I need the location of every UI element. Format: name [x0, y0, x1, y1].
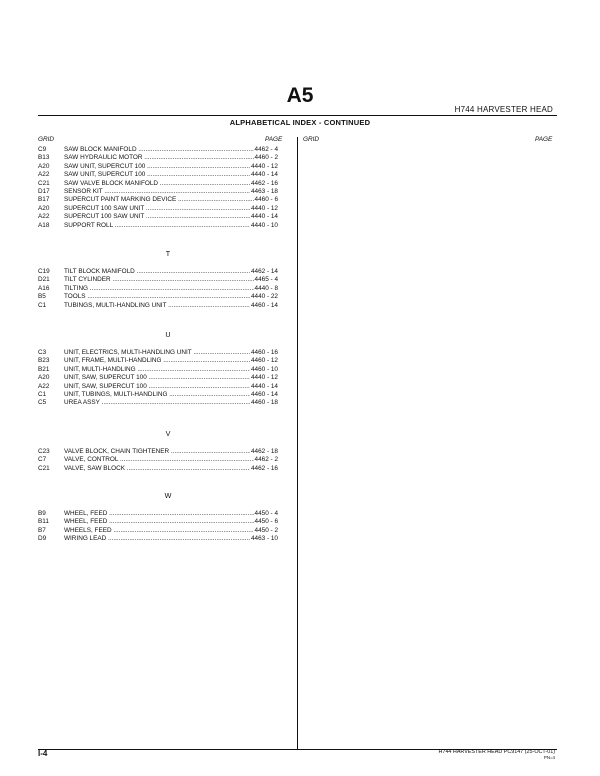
entry-grid: B5	[38, 293, 46, 301]
index-letter-heading: W	[164, 491, 172, 500]
entry-page: 4440 - 12	[250, 204, 278, 212]
entry-name: UNIT, SAW, SUPERCUT 100 .....	[64, 374, 274, 382]
entry-name: TILT BLOCK MANIFOLD .....	[64, 268, 274, 276]
index-entry	[38, 205, 278, 213]
entry-page: 4462 - 16	[250, 179, 278, 187]
entry-grid: C3	[38, 349, 47, 356]
entry-name: UNIT, MULTI-HANDLING .....	[64, 366, 274, 374]
entry-grid: C9	[38, 146, 47, 153]
section-title: ALPHABETICAL INDEX - CONTINUED	[229, 118, 371, 127]
entry-name: SAW VALVE BLOCK MANIFOLD .....	[64, 180, 274, 188]
entry-grid: C1	[38, 391, 47, 398]
column-header-page-right: PAGE	[535, 136, 553, 143]
column-header-page: PAGE	[265, 136, 283, 143]
index-entry	[38, 222, 278, 230]
entry-page: 4450 - 2	[254, 526, 278, 534]
entry-page: 4463 - 18	[250, 188, 278, 195]
column-header-grid: GRID	[38, 136, 54, 143]
index-entry	[38, 527, 278, 535]
header-rule	[38, 115, 557, 116]
entry-page: 4450 - 6	[254, 518, 278, 526]
entry-name: SAW UNIT, SUPERCUT 100 .....	[64, 163, 274, 171]
entry-name: TUBINGS, MULTI-HANDLING UNIT .....	[64, 302, 274, 310]
entry-grid: C21	[38, 464, 50, 472]
index-entry	[38, 374, 278, 382]
entry-name: SUPERCUT PAINT MARKING DEVICE .....	[64, 196, 274, 204]
index-entry	[38, 293, 278, 301]
entry-page: 4460 - 10	[250, 365, 278, 373]
entry-grid: B13	[38, 154, 50, 162]
entry-name: SENSOR KIT .....	[64, 188, 274, 196]
entry-page: 4440 - 14	[250, 213, 278, 221]
entry-page: 4440 - 12	[250, 374, 278, 382]
entry-grid: A22	[38, 382, 50, 390]
entry-name: TILT CYLINDER .....	[64, 276, 274, 284]
index-entry	[38, 188, 278, 196]
entry-page: 4450 - 4	[254, 510, 278, 517]
entry-grid: B7	[38, 526, 46, 534]
index-letter-heading: U	[165, 330, 171, 339]
index-entry	[38, 171, 278, 179]
index-entry	[38, 276, 278, 284]
entry-page: 4462 - 4	[254, 146, 278, 153]
entry-page: 4460 - 16	[250, 349, 278, 356]
entry-page: 4462 - 14	[250, 268, 278, 275]
entry-grid: A20	[38, 374, 50, 382]
entry-grid: C23	[38, 448, 50, 455]
entry-grid: B17	[38, 196, 50, 204]
page-number: I-4	[38, 749, 48, 758]
entry-page: 4460 - 12	[250, 357, 278, 365]
index-letter-heading: V	[165, 429, 171, 438]
entry-grid: A18	[38, 221, 50, 229]
index-entry	[38, 146, 278, 154]
index-entry	[38, 349, 278, 357]
column-header-grid-right: GRID	[303, 136, 319, 143]
column-divider	[297, 137, 298, 749]
entry-name: VALVE, SAW BLOCK .....	[64, 465, 274, 473]
entry-grid: B23	[38, 357, 50, 365]
index-entry	[38, 465, 278, 473]
section-code: A5	[286, 84, 314, 107]
entry-grid: A22	[38, 213, 50, 221]
index-entry	[38, 163, 278, 171]
entry-grid: B21	[38, 365, 50, 373]
entry-page: 4460 - 14	[250, 301, 278, 309]
entry-name: UREA ASSY .....	[64, 399, 274, 407]
entry-page: 4460 - 14	[250, 391, 278, 398]
index-entry	[38, 448, 278, 456]
index-entry	[38, 213, 278, 221]
index-entry	[38, 196, 278, 204]
entry-page: 4462 - 16	[250, 464, 278, 472]
entry-name: SAW BLOCK MANIFOLD .....	[64, 146, 274, 154]
index-entry	[38, 357, 278, 365]
entry-name: WHEELS, FEED .....	[64, 527, 274, 535]
entry-grid: C1	[38, 301, 47, 309]
index-entry	[38, 510, 278, 518]
footer-doc-line: H744 HARVESTER HEAD PC9147 (25-OCT-01)	[438, 749, 555, 755]
entry-name: TOOLS .....	[64, 293, 274, 301]
entry-grid: A20	[38, 204, 50, 212]
entry-page: 4460 - 2	[254, 154, 278, 162]
entry-name: UNIT, SAW, SUPERCUT 100 .....	[64, 383, 274, 391]
entry-page: 4440 - 14	[250, 171, 278, 179]
entry-grid: B9	[38, 510, 46, 517]
entry-grid: A22	[38, 171, 50, 179]
entry-name: TILTING .....	[64, 285, 274, 293]
entry-page: 4465 - 4	[254, 276, 278, 284]
entry-page: 4463 - 10	[250, 535, 278, 543]
entry-name: WHEEL, FEED .....	[64, 518, 274, 526]
entry-name: UNIT, FRAME, MULTI-HANDLING .....	[64, 357, 274, 365]
index-entry	[38, 383, 278, 391]
entry-grid: C7	[38, 456, 47, 464]
entry-name: UNIT, ELECTRICS, MULTI-HANDLING UNIT .....	[64, 349, 274, 357]
entry-grid: D17	[38, 188, 50, 195]
entry-page: 4440 - 8	[254, 284, 278, 292]
index-entry	[38, 366, 278, 374]
entry-name: SAW HYDRAULIC MOTOR .....	[64, 154, 274, 162]
entry-grid: C19	[38, 268, 50, 275]
entry-name: WIRING LEAD .....	[64, 535, 274, 543]
entry-name: SUPPORT ROLL .....	[64, 222, 274, 230]
entry-name: VALVE, CONTROL .....	[64, 456, 274, 464]
entry-name: VALVE BLOCK, CHAIN TIGHTENER .....	[64, 448, 274, 456]
entry-grid: A16	[38, 284, 50, 292]
index-entry	[38, 285, 278, 293]
index-entry	[38, 302, 278, 310]
index-entry	[38, 518, 278, 526]
entry-page: 4462 - 2	[254, 456, 278, 464]
index-entry	[38, 180, 278, 188]
entry-name: SUPERCUT 100 SAW UNIT .....	[64, 213, 274, 221]
entry-page: 4440 - 10	[250, 221, 278, 229]
entry-grid: A20	[38, 162, 50, 170]
entry-page: 4460 - 6	[254, 196, 278, 204]
entry-page: 4462 - 18	[250, 448, 278, 455]
entry-name: SAW UNIT, SUPERCUT 100 .....	[64, 171, 274, 179]
entry-grid: C5	[38, 399, 47, 407]
entry-page: 4460 - 18	[250, 399, 278, 407]
index-entry	[38, 268, 278, 276]
entry-page: 4440 - 14	[250, 382, 278, 390]
manual-subtitle: H744 HARVESTER HEAD	[454, 105, 553, 114]
index-entry	[38, 399, 278, 407]
entry-page: 4440 - 22	[250, 293, 278, 301]
footer-pn: PN=4	[543, 755, 555, 760]
entry-grid: C21	[38, 179, 50, 187]
index-entry	[38, 535, 278, 543]
entry-page: 4440 - 12	[250, 162, 278, 170]
index-entry	[38, 391, 278, 399]
entry-name: WHEEL, FEED .....	[64, 510, 274, 518]
index-letter-heading: T	[165, 249, 171, 258]
entry-grid: B11	[38, 518, 49, 526]
footer-info	[439, 749, 555, 761]
index-entry	[38, 154, 278, 162]
entry-name: UNIT, TUBINGS, MULTI-HANDLING .....	[64, 391, 274, 399]
entry-grid: D9	[38, 535, 47, 543]
index-entry	[38, 456, 278, 464]
entry-grid: D21	[38, 276, 50, 284]
entry-name: SUPERCUT 100 SAW UNIT .....	[64, 205, 274, 213]
